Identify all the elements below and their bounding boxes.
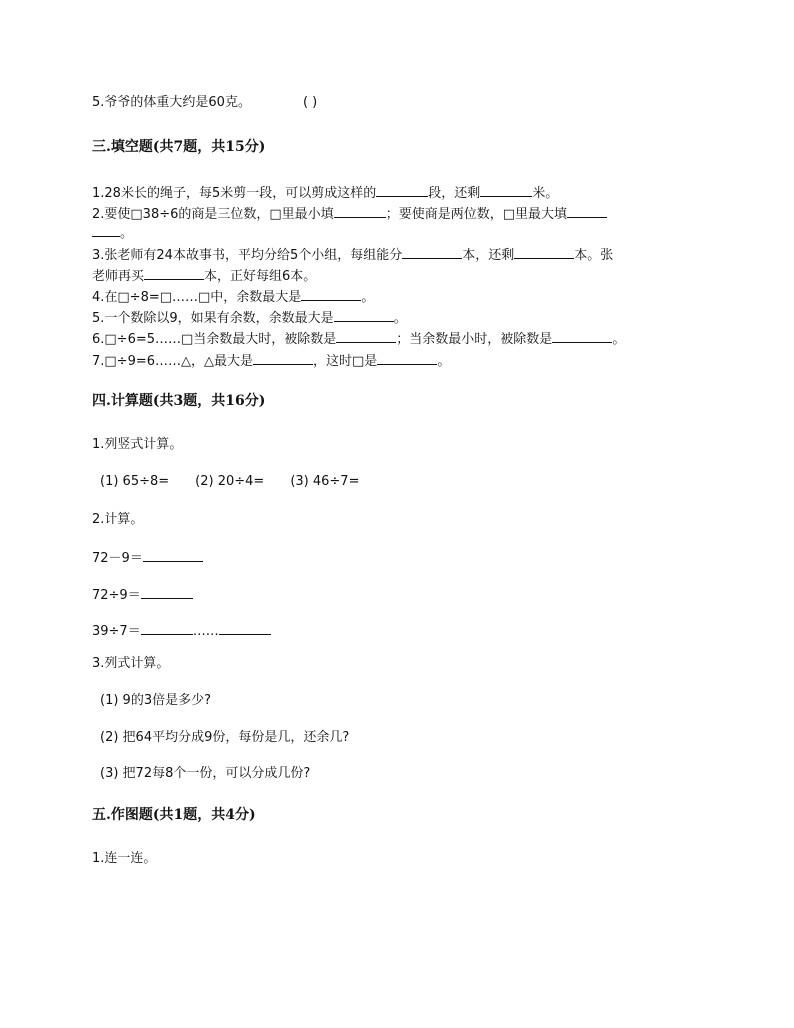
answer-blank[interactable]: [141, 584, 193, 599]
fill-question-3-cont: [92, 265, 316, 286]
calc-expression-1-text: 72－9＝: [92, 551, 143, 566]
vertical-calc-item-2: (2) 20÷4=: [195, 474, 265, 489]
answer-blank[interactable]: [334, 203, 386, 218]
fill-q3-text-d: 老师再买: [92, 269, 145, 284]
fill-q3-text-e: 本，正好每组6本。: [204, 269, 317, 284]
fill-q5-text-a: 5.一个数除以9，如果有余数，余数最大是: [92, 311, 334, 326]
answer-blank[interactable]: [253, 350, 313, 365]
answer-blank[interactable]: [402, 244, 462, 259]
fill-q7-text-c: 。: [437, 354, 451, 369]
fill-q1-text-a: 1.28米长的绳子，每5米剪一段，可以剪成这样的: [92, 186, 377, 201]
answer-blank[interactable]: [144, 265, 204, 280]
list-calc-item-3: (3) 把72每8个一份，可以分成几份?: [100, 766, 311, 781]
fill-question-1: [92, 182, 558, 203]
fill-q5-text-b: 。: [393, 311, 407, 326]
answer-blank[interactable]: [376, 182, 428, 197]
calc-question-1-label: 1.列竖式计算。: [92, 437, 183, 452]
judge-question-5-text: 5.爷爷的体重大约是60克。: [92, 95, 251, 110]
fill-q6-text-a: 6.□÷6=5……□当余数最大时，被除数是: [92, 332, 337, 347]
calc-expression-3-text: 39÷7＝: [92, 624, 141, 639]
calc-expression-1: [92, 547, 203, 568]
answer-blank[interactable]: [377, 350, 437, 365]
answer-parentheses: ( ): [302, 95, 318, 110]
answer-blank[interactable]: [567, 203, 607, 218]
calc-question-3-label: 3.列式计算。: [92, 656, 170, 671]
fill-question-2: [92, 203, 607, 224]
fill-q1-text-b: 段，还剩: [428, 186, 481, 201]
fill-question-7: [92, 350, 450, 371]
section-5-title: 五.作图题(共1题，共4分): [92, 807, 256, 823]
fill-question-4: [92, 286, 374, 307]
fill-q2-text-c: 。: [120, 226, 134, 241]
answer-blank[interactable]: [143, 547, 203, 562]
answer-blank[interactable]: [552, 328, 612, 343]
fill-q7-text-a: 7.□÷9=6……△，△最大是: [92, 354, 254, 369]
section-4-title: 四.计算题(共3题，共16分): [92, 393, 266, 409]
fill-q3-text-a: 3.张老师有24本故事书，平均分给5个小组，每组能分: [92, 248, 403, 263]
fill-q1-text-c: 米。: [532, 186, 559, 201]
fill-q4-text-b: 。: [361, 290, 375, 305]
vertical-calc-item-3: (3) 46÷7=: [290, 474, 360, 489]
answer-blank[interactable]: [480, 182, 532, 197]
fill-q3-text-c: 本。张: [574, 248, 614, 263]
list-calc-item-2: (2) 把64平均分成9份，每份是几，还余几?: [100, 730, 350, 745]
calc-expression-2: [92, 584, 193, 605]
answer-blank[interactable]: [514, 244, 574, 259]
fill-question-5: [92, 307, 407, 328]
fill-q6-text-c: 。: [612, 332, 626, 347]
answer-blank[interactable]: [334, 307, 394, 322]
draw-question-1-label: 1.连一连。: [92, 851, 157, 866]
calc-expression-3: [92, 620, 271, 641]
calc-expression-2-text: 72÷9＝: [92, 588, 141, 603]
answer-blank[interactable]: [301, 286, 361, 301]
fill-q2-text-b: ；要使商是两位数，□里最大填: [385, 207, 567, 222]
fill-q3-text-b: 本，还剩: [462, 248, 515, 263]
answer-blank[interactable]: [336, 328, 396, 343]
calc-question-1-items: [100, 473, 359, 491]
answer-blank[interactable]: [219, 620, 271, 635]
fill-q6-text-b: ；当余数最小时，被除数是: [396, 332, 553, 347]
calc-question-2-label: 2.计算。: [92, 512, 144, 527]
fill-question-2-cont: [92, 222, 133, 243]
list-calc-item-1: (1) 9的3倍是多少?: [100, 693, 211, 708]
answer-blank[interactable]: [141, 620, 193, 635]
answer-blank[interactable]: [92, 222, 120, 237]
fill-q7-text-b: ，这时□是: [313, 354, 378, 369]
vertical-calc-item-1: (1) 65÷8=: [100, 474, 170, 489]
judge-question-5: [92, 94, 317, 112]
remainder-dots: ……: [192, 624, 219, 639]
section-3-title: 三.填空题(共7题，共15分): [92, 139, 266, 155]
fill-question-3: [92, 244, 613, 265]
fill-question-6: [92, 328, 625, 349]
fill-q4-text-a: 4.在□÷8=□……□中，余数最大是: [92, 290, 302, 305]
fill-q2-text-a: 2.要使□38÷6的商是三位数，□里最小填: [92, 207, 334, 222]
